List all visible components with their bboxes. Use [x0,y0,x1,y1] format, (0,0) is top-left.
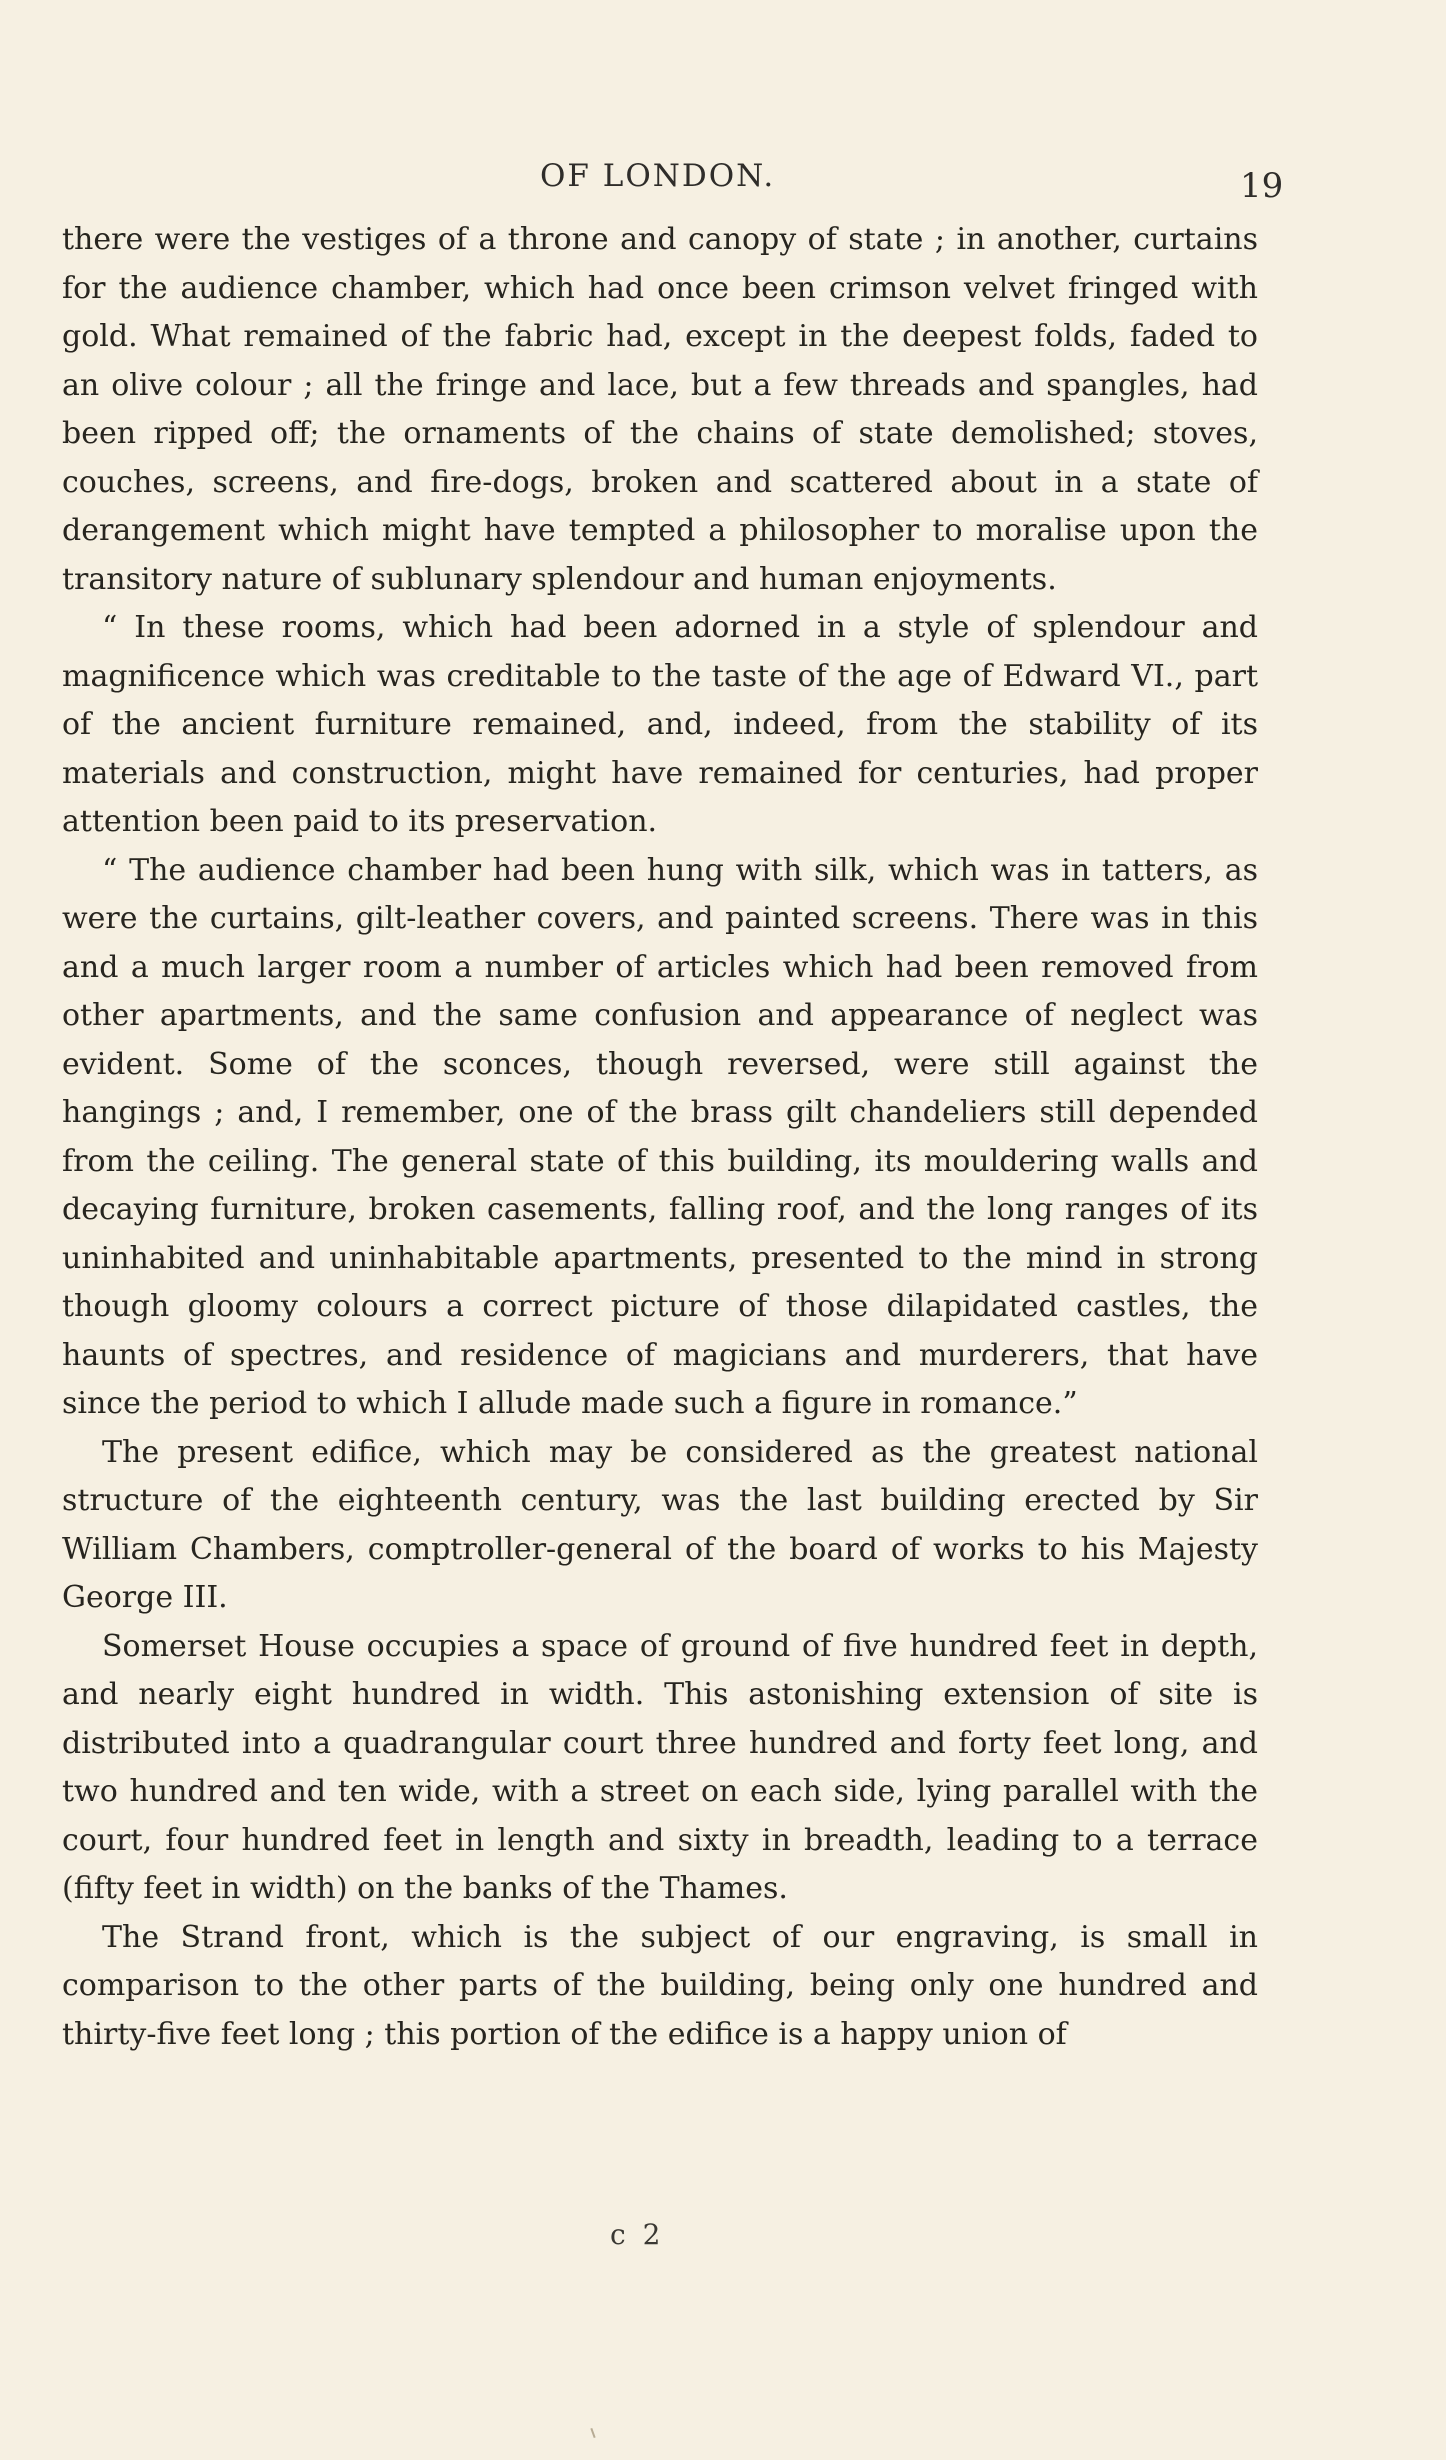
paragraph-5: Somerset House occupies a space of ground of five hundred feet in depth, and nearly eight hundred in width. This astonishing extension of site is distributed into a quadrangular court three hundred and forty feet long, and two hundred and ten wide, with a street on each side, lying parallel with the court, four hundred feet in length and sixty in breadth, leading to a terrace (fifty feet in width) on the banks of the Thames. [62,1628,1258,1906]
signature-mark: c 2 [610,2218,665,2251]
page-header [0,158,1446,208]
paragraph-2: “ In these rooms, which had been adorned in a style of splendour and magnificence which was creditable to the taste of the age of Edward VI., part of the ancient furniture remained, and, indeed, from the stability of its materials and construction, might have remained for centuries, had proper attention been paid to its preservation. [62,610,1258,839]
paragraph-4: The present edifice, which may be considered as the greatest national structure of the eighteenth century, was the last building erected by Sir William Chambers, comptroller-general of the board of works to his Majesty George III. [62,1434,1258,1615]
paragraph-6: The Strand front, which is the subject of our engraving, is small in comparison to the other parts of the building, being only one hundred and thirty-five feet long ; this portion of the edifice is a happy union of [62,1919,1258,2052]
paper-speck [590,2428,595,2438]
paragraph-1: there were the vestiges of a throne and canopy of state ; in another, curtains for the audience chamber, which had once been crimson velvet fringed with gold. What remained of the fabric had, except in the deepest folds, faded to an olive colour ; all the fringe and lace, but a few threads and spangles, had been ripped off; the ornaments of the chains of state demolished; stoves, couches, screens, and fire-dogs, broken and scattered about in a state of derangement which might have tempted a philosopher to moralise upon the transitory nature of sublunary splendour and human enjoyments. [62,222,1258,597]
running-head: OF LONDON. [540,158,776,194]
paragraph-3: “ The audience chamber had been hung with silk, which was in tatters, as were the curtains, gilt-leather covers, and painted screens. There was in this and a much larger room a number of articles which had been removed from other apartments, and the same confusion and appearance of neglect was evident. Some of the sconces, though reversed, were still against the hangings ; and, I remember, one of the brass gilt chandeliers still depended from the ceiling. The general state of this building, its mouldering walls and decaying furniture, broken casements, falling roof, and the long ranges of its uninhabited and uninhabitable apartments, presented to the mind in strong though gloomy colours a correct picture of those dilapidated castles, the haunts of spectres, and residence of magicians and murderers, that have since the period to which I allude made such a figure in romance.” [62,852,1258,1421]
body-text [62,216,1258,2059]
page-number: 19 [1240,166,1284,206]
